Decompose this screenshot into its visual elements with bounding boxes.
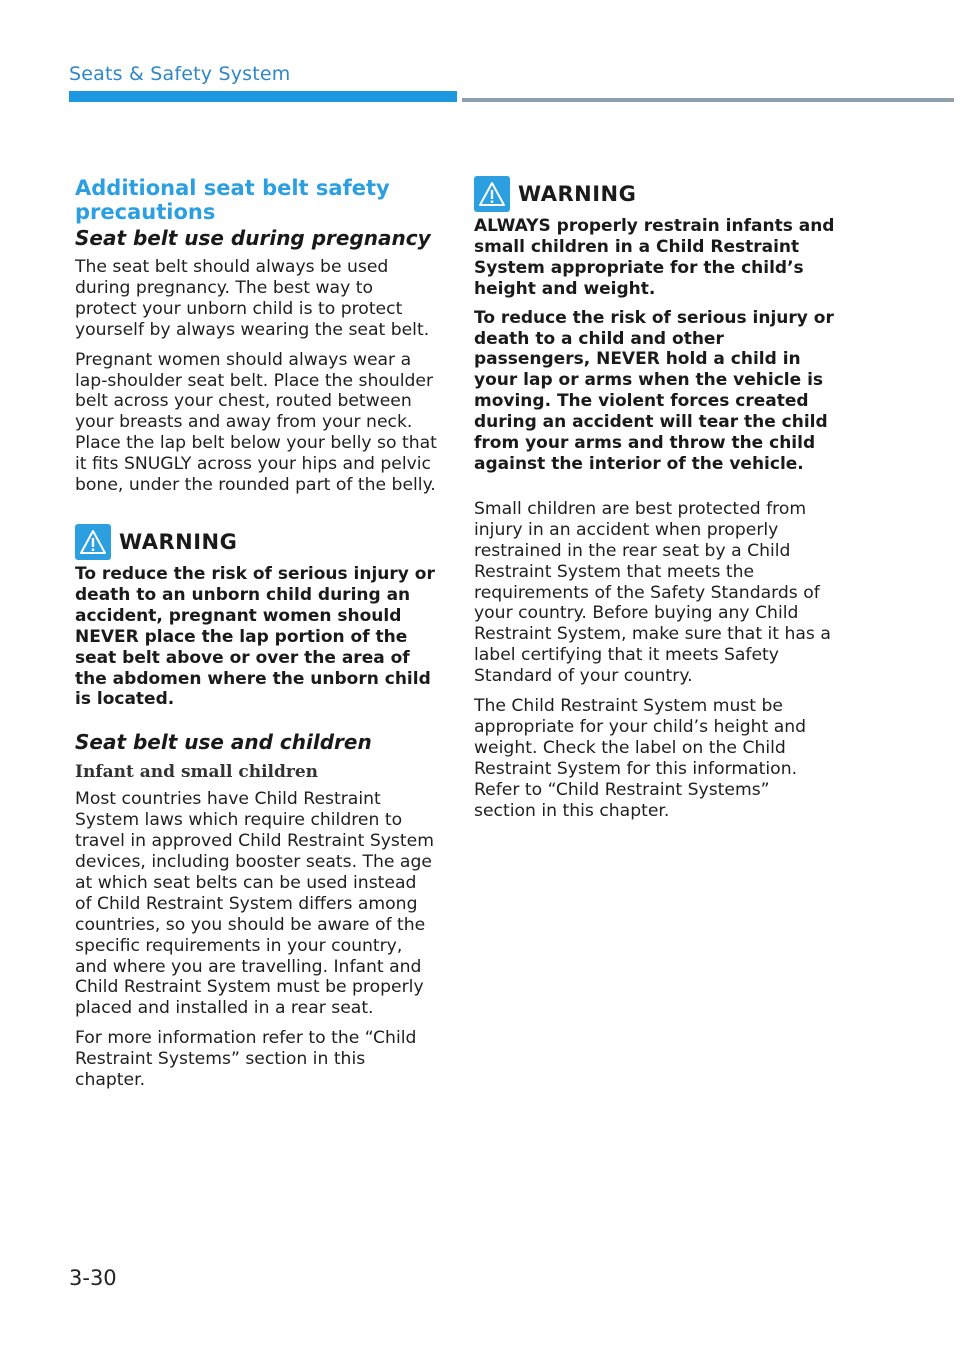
pregnancy-paragraph-1: The seat belt should always be used during pregnancy. The best way to protect your unborn child is to protect yourself by always wearing the seat belt. xyxy=(75,257,430,340)
pregnancy-heading: Seat belt use during pregnancy xyxy=(75,226,431,250)
warning-label: WARNING xyxy=(518,182,637,206)
warning-header xyxy=(474,176,836,212)
header-section-title: Seats & Safety System xyxy=(69,63,291,85)
left-column xyxy=(75,176,437,1100)
warning-label: WARNING xyxy=(119,529,238,554)
warning-header xyxy=(75,524,437,560)
children-paragraph-1: Most countries have Child Restraint System laws which require children to travel in approved Child Restraint System devices, including booster seats. The age at which seat belts can be used instead of Child Restraint System differs among countries, so you should be aware of the specific requirements in your country, and where you are travelling. Infant and Child Restraint System must be properly placed and installed in a rear seat. xyxy=(75,789,434,1019)
warning-triangle-icon xyxy=(474,176,510,212)
warning-triangle-icon xyxy=(75,524,111,560)
warning-paragraph-2: To reduce the risk of serious injury or death to a child and other passengers, NEVER hold a child in your lap or arms when the vehicle is moving. The violent forces created during an accident will tear the child from your arms and throw the child against the interior of the vehicle. xyxy=(474,307,834,474)
pregnancy-paragraph-2: Pregnant women should always wear a lap-shoulder seat belt. Place the shoulder belt across your chest, routed between your breasts and away from your neck. Place the lap belt below your belly so that it fits SNUGLY across your hips and pelvic bone, under the rounded part of the belly. xyxy=(75,349,437,496)
child-restraint-paragraph-1: Small children are best protected from injury in an accident when properly restrained in the rear seat by a Child Restraint System that meets the requirements of the Safety Standards of your country. Before buying any Child Restraint System, make sure that it has a label certifying that it meets Safety Standard of your country. xyxy=(474,498,831,687)
section-title-line2: precautions xyxy=(75,200,216,224)
pregnancy-warning xyxy=(75,524,437,710)
header-rule xyxy=(462,98,954,102)
section-title xyxy=(75,176,437,224)
warning-paragraph-1: ALWAYS properly restrain infants and small children in a Child Restraint System appropriate for the child’s height and weight. xyxy=(474,216,835,299)
children-heading: Seat belt use and children xyxy=(75,730,372,755)
page-number: 3-30 xyxy=(69,1266,117,1290)
header-accent-bar xyxy=(69,91,457,102)
child-restraint-paragraph-2: The Child Restraint System must be appropriate for your child’s height and weight. Check the label on the Child Restraint System for this information. Refer to “Child Restraint Systems” section in this chapter. xyxy=(474,696,807,821)
section-title-line1: Additional seat belt safety xyxy=(75,176,390,200)
warning-text: To reduce the risk of serious injury or death to an unborn child during an accident, pregnant women should NEVER place the lap portion of the seat belt above or over the area of the abdomen where the unborn child is located. xyxy=(75,563,435,710)
infant-heading: Infant and small children xyxy=(75,762,319,783)
right-column xyxy=(474,176,836,830)
child-warning xyxy=(474,176,836,475)
children-paragraph-2: For more information refer to the “Child Restraint Systems” section in this chapter. xyxy=(75,1028,417,1091)
